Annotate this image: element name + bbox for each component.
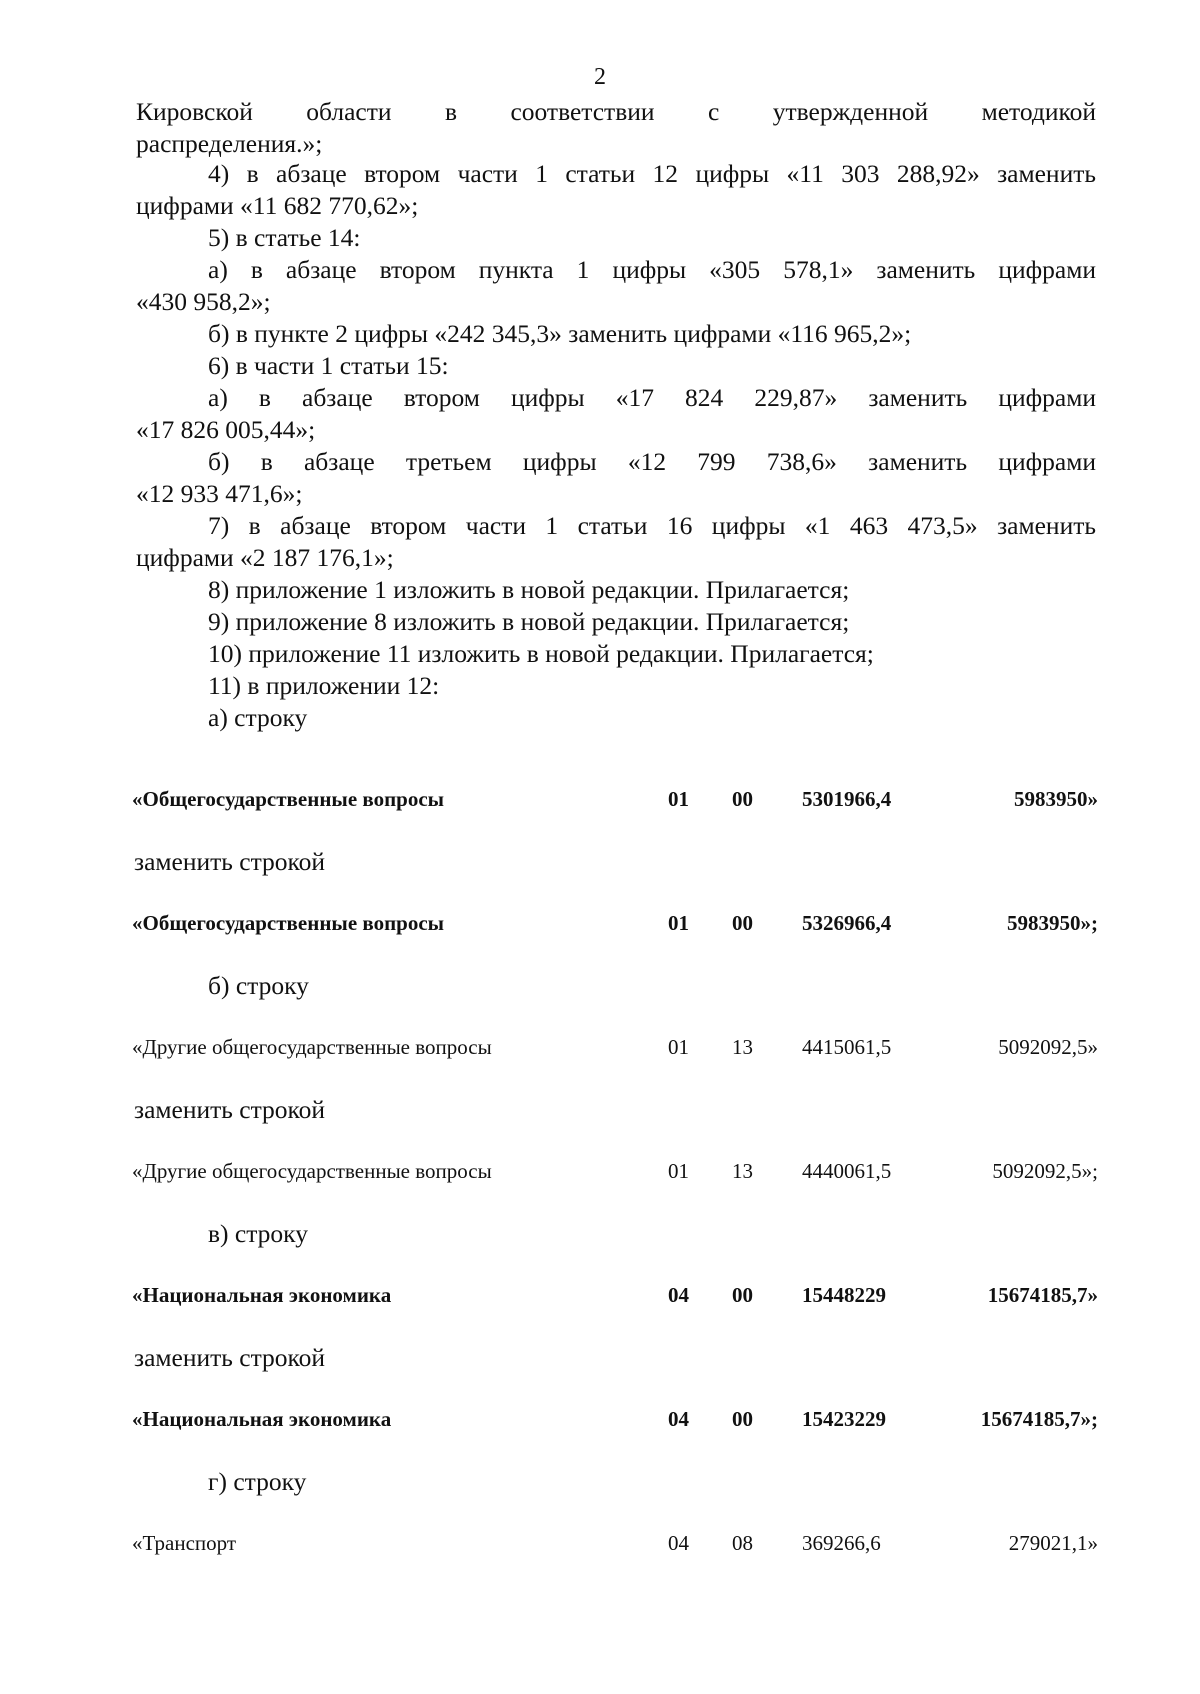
paragraph-line: 10) приложение 11 изложить в новой редакции. Прилагается; [208, 639, 874, 668]
row-section-code: 01 [668, 1035, 689, 1059]
row-value-1: 15423229 [802, 1407, 886, 1431]
sub-item-label: в) строку [208, 1219, 308, 1248]
table-row [132, 1528, 1098, 1558]
row-section-code: 01 [668, 787, 689, 811]
row-value-2: 279021,1» [1008, 1531, 1098, 1555]
row-value-1: 369266,6 [802, 1531, 881, 1555]
table-row [132, 784, 1098, 814]
row-value-2: 15674185,7»; [980, 1407, 1098, 1431]
row-name: «Национальная экономика [132, 1283, 392, 1307]
row-value-2: 5092092,5» [998, 1035, 1098, 1059]
row-value-2: 5983950»; [1007, 911, 1098, 935]
paragraph-line: 8) приложение 1 изложить в новой редакции. Прилагается; [208, 575, 850, 604]
replace-label: заменить строкой [134, 1095, 326, 1124]
paragraph-line: а) в абзаце втором пункта 1 цифры «305 578,1» заменить цифрами [208, 255, 1096, 284]
row-subsection-code: 13 [732, 1159, 753, 1183]
paragraph-line: 5) в статье 14: [208, 223, 361, 252]
table-row [132, 908, 1098, 938]
replace-label: заменить строкой [134, 1343, 326, 1372]
row-name: «Общегосударственные вопросы [132, 911, 445, 935]
paragraph-line: Кировской области в соответствии с утвержденной методикой [136, 97, 1096, 126]
paragraph-line: б) в абзаце третьем цифры «12 799 738,6» заменить цифрами [208, 447, 1096, 476]
row-subsection-code: 08 [732, 1531, 753, 1555]
row-value-1: 15448229 [802, 1283, 886, 1307]
row-value-2: 5983950» [1014, 787, 1098, 811]
sub-item-label: г) строку [208, 1467, 307, 1496]
row-section-code: 04 [668, 1407, 689, 1431]
paragraph-line: а) строку [208, 703, 308, 732]
paragraph-line: «12 933 471,6»; [136, 479, 303, 508]
paragraph-line: 11) в приложении 12: [208, 671, 440, 700]
row-subsection-code: 00 [732, 911, 753, 935]
row-value-1: 4415061,5 [802, 1035, 892, 1059]
paragraph-line: «430 958,2»; [136, 287, 271, 316]
row-subsection-code: 00 [732, 1283, 753, 1307]
row-value-2: 15674185,7» [987, 1283, 1098, 1307]
table-row [132, 1156, 1098, 1186]
row-subsection-code: 13 [732, 1035, 753, 1059]
paragraph-line: 6) в части 1 статьи 15: [208, 351, 449, 380]
replace-label: заменить строкой [134, 847, 326, 876]
row-section-code: 01 [668, 1159, 689, 1183]
sub-item-label: б) строку [208, 971, 309, 1000]
paragraph-line: «17 826 005,44»; [136, 415, 316, 444]
row-value-1: 5326966,4 [802, 911, 892, 935]
table-row [132, 1404, 1098, 1434]
row-section-code: 04 [668, 1531, 689, 1555]
page-number: 2 [594, 64, 606, 90]
paragraph-line: 4) в абзаце втором части 1 статьи 12 цифры «11 303 288,92» заменить [208, 159, 1096, 188]
table-row [132, 1032, 1098, 1062]
paragraph-line: б) в пункте 2 цифры «242 345,3» заменить цифрами «116 965,2»; [208, 319, 912, 348]
paragraph-line: 7) в абзаце втором части 1 статьи 16 цифры «1 463 473,5» заменить [208, 511, 1096, 540]
row-name: «Транспорт [132, 1531, 237, 1555]
row-section-code: 01 [668, 911, 689, 935]
row-value-1: 5301966,4 [802, 787, 892, 811]
row-name: «Другие общегосударственные вопросы [132, 1159, 492, 1183]
row-section-code: 04 [668, 1283, 689, 1307]
table-row [132, 1280, 1098, 1310]
paragraph-line: распределения.»; [136, 129, 323, 158]
row-value-1: 4440061,5 [802, 1159, 892, 1183]
paragraph-line: цифрами «2 187 176,1»; [136, 543, 394, 572]
row-subsection-code: 00 [732, 787, 753, 811]
row-name: «Общегосударственные вопросы [132, 787, 445, 811]
row-name: «Другие общегосударственные вопросы [132, 1035, 492, 1059]
row-name: «Национальная экономика [132, 1407, 392, 1431]
row-value-2: 5092092,5»; [992, 1159, 1098, 1183]
paragraph-line: 9) приложение 8 изложить в новой редакции. Прилагается; [208, 607, 850, 636]
paragraph-line: цифрами «11 682 770,62»; [136, 191, 419, 220]
paragraph-line: а) в абзаце втором цифры «17 824 229,87» заменить цифрами [208, 383, 1096, 412]
row-subsection-code: 00 [732, 1407, 753, 1431]
